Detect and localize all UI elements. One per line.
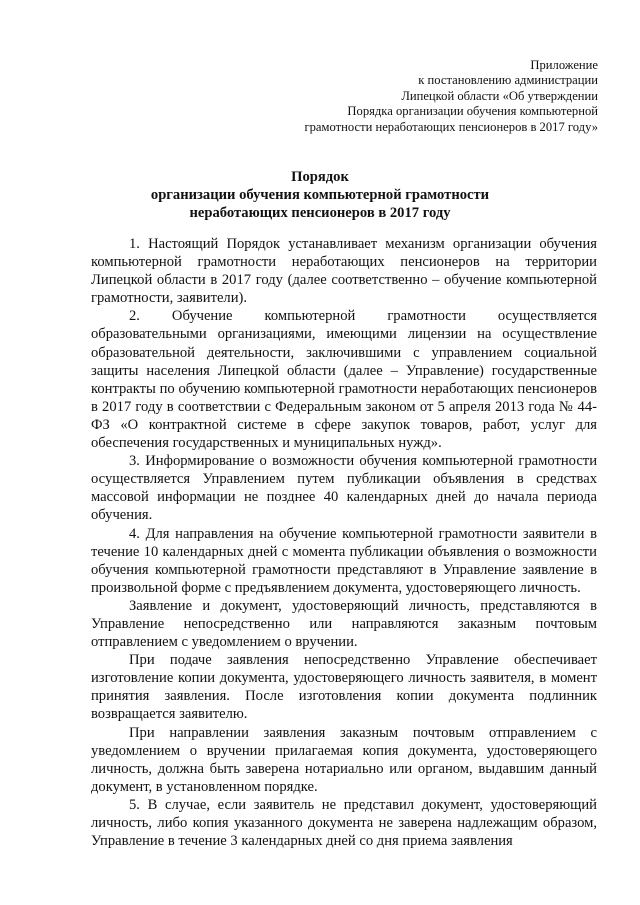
paragraph-1: 1. Настоящий Порядок устанавливает механизм организации обучения компьютерной грамотности неработающих пенсионеров на территории Липецкой области в 2017 году (далее соответственно – обучение компьютерной грамотности, заявители). [91,236,597,307]
appendix-line: к постановлению администрации [418,73,598,88]
paragraph-3: 3. Информирование о возможности обучения компьютерной грамотности осуществляется Управлением путем публикации объявления в средствах массовой информации не позднее 40 календарных дней до начала периода обучения. [91,453,597,524]
title-line: неработающих пенсионеров в 2017 году [189,205,451,221]
paragraph-4: 4. Для направления на обучение компьютерной грамотности заявители в течение 10 календарных дней с момента публикации объявления о возможности обучения компьютерной грамотности представляют в Управление заявление в произвольной форме с предъявлением документа, удостоверяющего личность. [91,525,597,596]
document-title [0,168,640,222]
appendix-line: Приложение [530,58,598,72]
paragraph-4-by-mail: При направлении заявления заказным почтовым отправлением с уведомлением о вручении прилагаемая копия документа, удостоверяющего личность, должна быть заверена нотариально или органом, выдавшим данный документ, в установленном порядке. [91,724,597,795]
title-line: Порядок [291,169,349,185]
appendix-line: грамотности неработающих пенсионеров в 2017 году» [304,119,598,134]
paragraph-5: 5. В случае, если заявитель не представил документ, удостоверяющий личность, либо копия указанного документа не заверена надлежащим образом, Управление в течение 3 календарных дней со дня приема заявления [91,796,597,850]
paragraph-4-in-person: При подаче заявления непосредственно Управление обеспечивает изготовление копии документа, удостоверяющего личность заявителя, в момент принятия заявления. После изготовления копии документа подлинник возвращается заявителю. [91,652,597,723]
appendix-header [278,58,598,135]
document-body [91,235,597,850]
appendix-line: Порядка организации обучения компьютерной [347,104,598,119]
paragraph-4-submission: Заявление и документ, удостоверяющий личность, представляются в Управление непосредственно или направляются заказным почтовым отправлением с уведомлением о вручении. [91,597,597,651]
paragraph-2: 2. Обучение компьютерной грамотности осуществляется образовательными организациями, имеющими лицензии на осуществление образовательной деятельности, заключившими с управлением социальной защиты населения Липецкой области (далее – Управление) государственные контракты по обучению компьютерной грамотности неработающих пенсионеров в 2017 году в соответствии с Федеральным законом от 5 апреля 2013 года № 44-ФЗ «О контрактной системе в сфере закупок товаров, работ, услуг для обеспечения государственных и муниципальных нужд». [91,308,597,452]
appendix-line: Липецкой области «Об утверждении [401,88,598,103]
title-line: организации обучения компьютерной грамотности [150,187,490,203]
